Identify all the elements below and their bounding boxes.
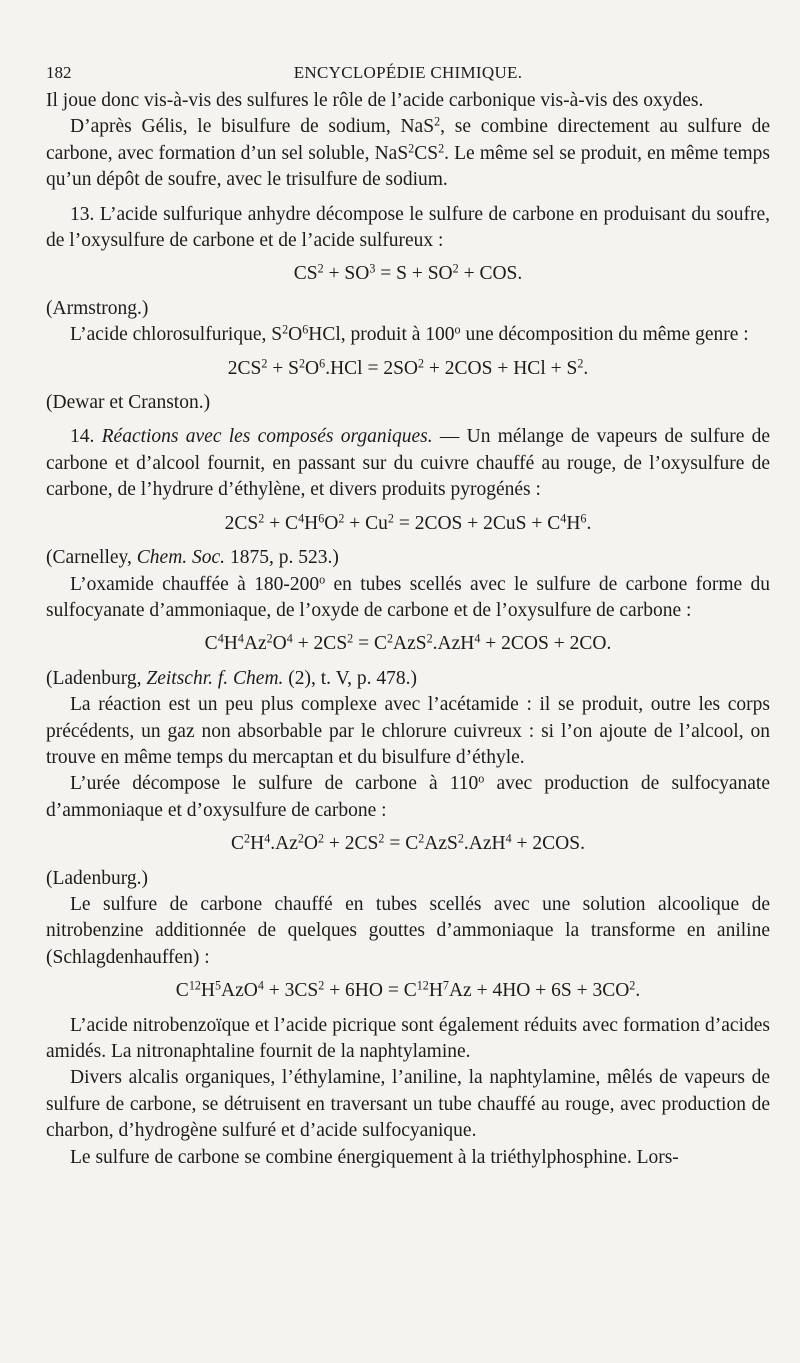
chemical-equation: $CS^2 + SO^3 = S + SO^2$ + COS.	[293, 261, 523, 285]
paragraph: Le sulfure de carbone se combine énergiquement à la triéthylphosphine. Lors-	[70, 1146, 679, 1168]
page	[46, 58, 770, 1171]
running-title: ENCYCLOPÉDIE CHIMIQUE.	[293, 63, 523, 82]
chemical-equation: $C^4H^4Az^2O^4 + 2CS^2 = C^2AzS^2.AzH^4 + 2COS + 2CO$.	[204, 631, 612, 655]
chemical-equation: $2CS^2 + C^4H^6O^2 + Cu^2 = 2COS + 2CuS + C^4H^6$.	[224, 511, 592, 534]
paragraph: L’urée décompose le sulfure de carbone à 110$^o$ avec production de sulfocyanate d’ammoniaque et d’oxysulfure de carbone :	[46, 771, 770, 821]
paragraph: 13. L’acide sulfurique anhydre décompose le sulfure de carbone en produisant du soufre, de l’oxysulfure de carbone et de l’acide sulfureux :	[46, 203, 770, 252]
paragraph: (Ladenburg, Zeitschr. f. Chem. (2), t. V, p. 478.)	[46, 667, 418, 689]
chemical-equation: $C^2H^4.Az^2O^2 + 2CS^2 = C^2AzS^2.AzH^4 + 2COS$.	[231, 831, 585, 855]
paragraph: (Dewar et Cranston.)	[46, 392, 211, 414]
page-header	[46, 58, 770, 88]
paragraph: L’acide nitrobenzoïque et l’acide picrique sont également réduits avec formation d’acides amidés. La nitronaphtaline fournit de la naphtylamine.	[46, 1014, 770, 1062]
body-text	[46, 88, 770, 1171]
paragraph: (Carnelley, Chem. Soc. 1875, p. 523.)	[46, 547, 339, 569]
paragraph: D’après Gélis, le bisulfure de sodium, NaS$^2$, se combine directement au sulfure de carbone, avec formation d’un sel soluble, $NaS^2CS^2$. Le même sel se produit, en même temps qu’un dépôt de soufre, avec le trisulfure de sodium.	[46, 114, 770, 191]
paragraph: 14. Réactions avec les composés organiques. — Un mélange de vapeurs de sulfure de carbone et d’alcool fournit, en passant sur du cuivre chauffé au rouge, de l’oxysulfure de carbone, de l’hydrure d’éthylène, et divers produits pyrogénés :	[46, 426, 771, 501]
paragraph: (Ladenburg.)	[46, 867, 148, 889]
paragraph: La réaction est un peu plus complexe avec l’acétamide : il se produit, outre les corps précédents, un gaz non absorbable par le chlorure cuivreux : si l’on ajoute de l’alcool, on trouve en même temps du mercaptan et du bisulfure d’éthyle.	[46, 694, 770, 768]
paragraph: L’acide chlorosulfurique, $S^2O^6HCl$, produit à 100$^o$ une décomposition du même genre :	[70, 322, 749, 346]
page-number: 182	[46, 63, 72, 82]
paragraph: L’oxamide chauffée à 180-200$^o$ en tubes scellés avec le sulfure de carbone forme du sulfocyanate d’ammoniaque, de l’oxyde de carbone et de l’oxysulfure de carbone :	[46, 571, 770, 621]
paragraph: (Armstrong.)	[46, 297, 149, 319]
chemical-equation: $2CS^2 + S^2O^6.HCl = 2SO^2 + 2COS$ + HCl + $S^2$.	[227, 356, 589, 379]
paragraph: Le sulfure de carbone chauffé en tubes scellés avec une solution alcoolique de nitrobenzine additionnée de quelques gouttes d’ammoniaque la transforme en aniline (Schlagdenhauffen) :	[46, 893, 770, 968]
paragraph: Divers alcalis organiques, l’éthylamine, l’aniline, la naphtylamine, mêlés de vapeurs de sulfure de carbone, se détruisent en traversant un tube chauffé au rouge, avec production de charbon, d’hydrogène sulfuré et d’acide sulfocyanique.	[46, 1067, 770, 1142]
chemical-equation: $C^{12}H^5AzO^4 + 3CS^2 + 6HO = C^{12}H^7Az + 4HO + 6S + 3CO^2$.	[175, 978, 641, 1002]
paragraph: Il joue donc vis-à-vis des sulfures le rôle de l’acide carbonique vis-à-vis des oxydes.	[46, 90, 704, 111]
